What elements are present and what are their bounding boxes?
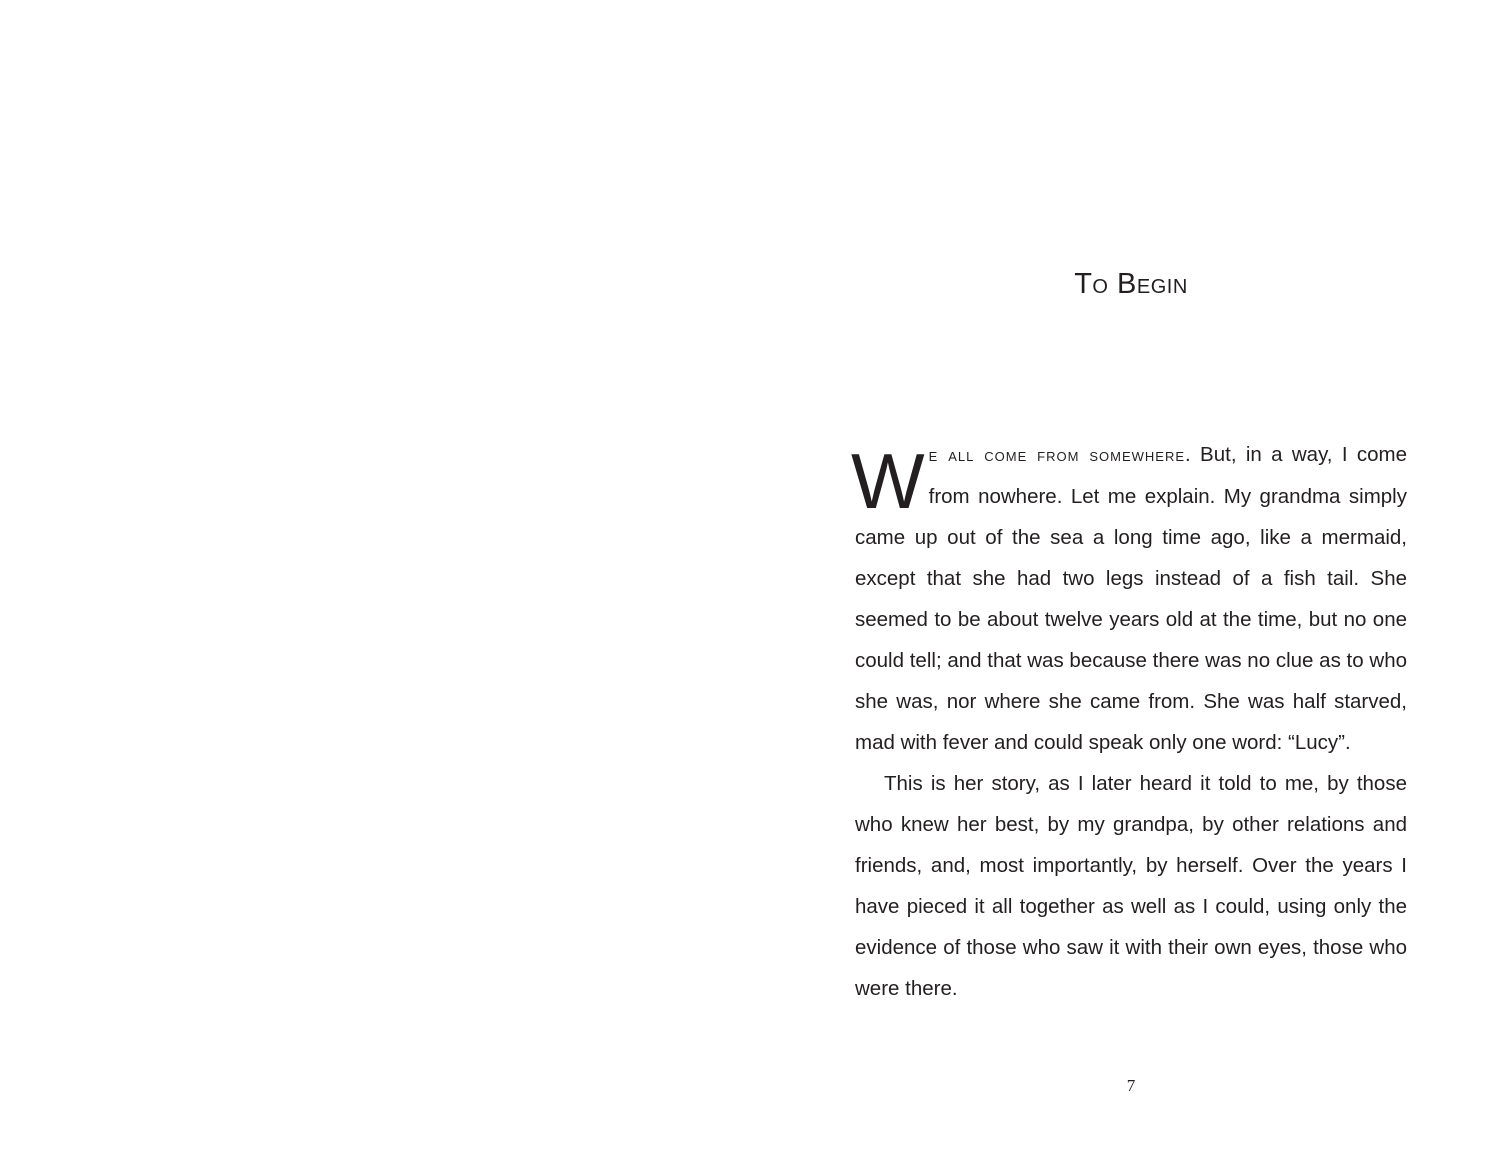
right-page bbox=[750, 0, 1500, 1151]
paragraph-opening-text: . But, in a way, I come from nowhere. Let me explain. My grandma simply came up out of the sea a long time ago, like a mermaid, except that she had two legs instead of a fish tail. She seemed to be about twelve years old at the time, but no one could tell; and that was because there was no clue as to who she was, nor where she came from. She was half starved, mad with fever and could speak only one word: “Lucy”. bbox=[855, 443, 1407, 754]
drop-cap: W bbox=[851, 437, 925, 525]
lead-in-smallcaps: e all come from somewhere bbox=[928, 445, 1186, 466]
page-number: 7 bbox=[1126, 1076, 1136, 1095]
chapter-title: To Begin bbox=[1074, 268, 1188, 300]
paragraph-second: This is her story, as I later heard it told to me, by those who knew her best, by my grandpa, by other relations and friends, and, most importantly, by herself. Over the years I have pieced it all together as well as I could, using only the evidence of those who saw it with their own eyes, those who were there. bbox=[855, 772, 1407, 1000]
body-text bbox=[851, 434, 1407, 1009]
paragraph-opening bbox=[851, 434, 1407, 763]
